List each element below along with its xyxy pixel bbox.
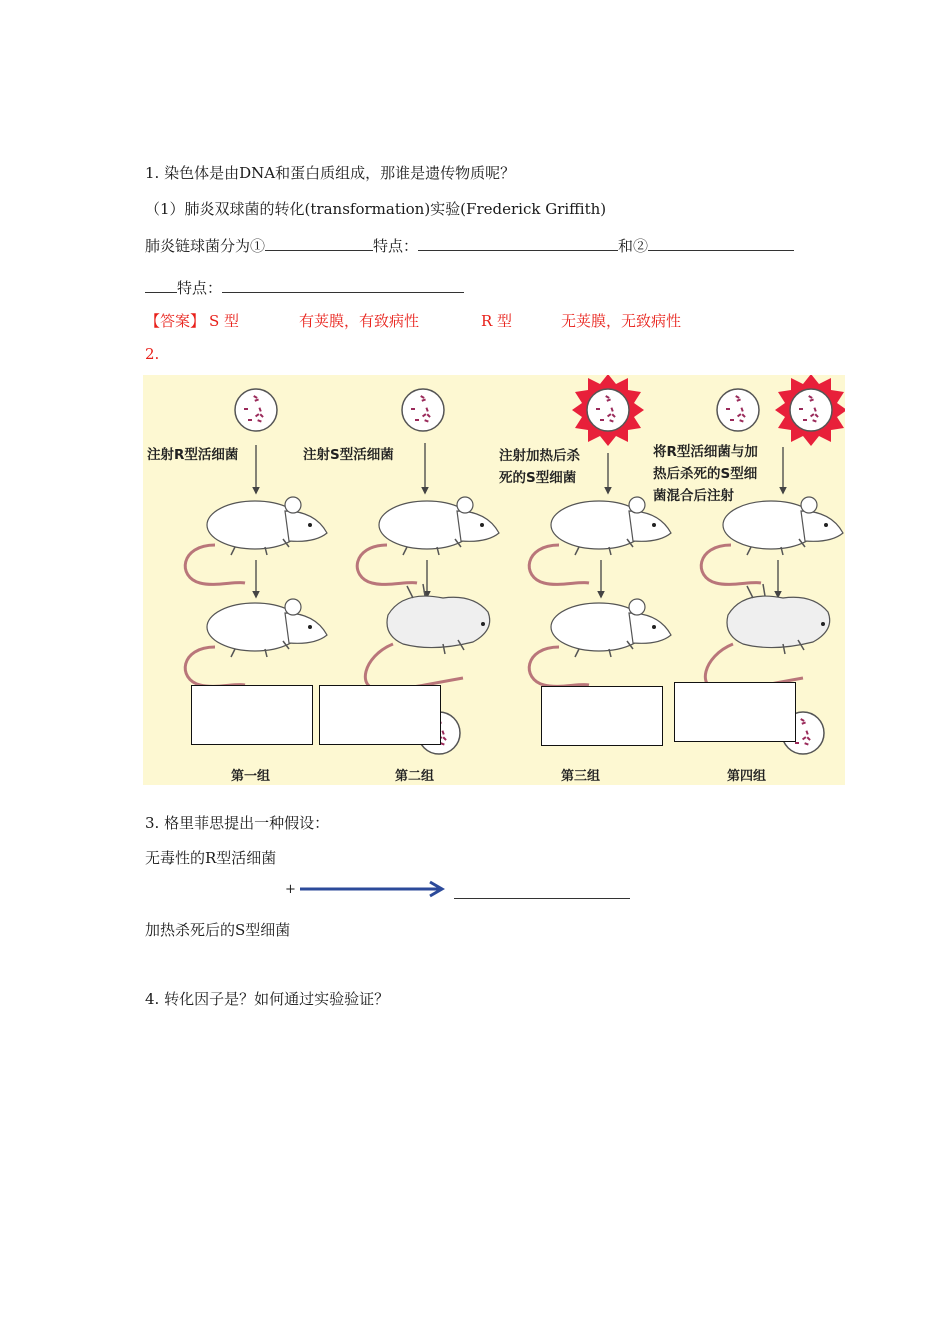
hypothesis-result-blank[interactable]	[454, 882, 630, 899]
answer-tag: 【答案】	[145, 312, 206, 330]
question-1-fill-line	[145, 234, 794, 256]
blank-1[interactable]	[265, 234, 373, 251]
griffith-experiment-figure	[143, 375, 845, 785]
answer-box-4[interactable]	[674, 682, 796, 742]
blank-4[interactable]	[145, 276, 177, 293]
group-label-2: 第二组	[395, 769, 435, 784]
and-label: 和②	[618, 237, 649, 255]
hypothesis-arrow-icon	[300, 880, 450, 902]
question-1-fill-line-2	[145, 276, 464, 298]
answer-r-feature: 无荚膜，无致病性	[561, 312, 682, 330]
hypothesis-line-1: 无毒性的R型活细菌	[145, 849, 277, 867]
label-group-4: 将R型活细菌与加 热后杀死的S型细 菌混合后注射	[653, 444, 758, 504]
answer-s-feature: 有荚膜，有致病性	[299, 312, 420, 330]
answer-s-type: S 型	[209, 312, 240, 330]
group-label-4: 第四组	[727, 769, 767, 784]
question-1: 1. 染色体是由DNA和蛋白质组成，那谁是遗传物质呢？	[145, 164, 516, 182]
group-label-1: 第一组	[231, 769, 271, 784]
hypothesis-line-2: 加热杀死后的S型细菌	[145, 921, 291, 939]
group-label-3: 第三组	[561, 769, 601, 784]
answer-line	[145, 310, 745, 330]
feature-label-1: 特点：	[373, 237, 419, 255]
answer-r-type: R 型	[481, 312, 513, 330]
answer-box-1[interactable]	[191, 685, 313, 745]
question-3: 3. 格里菲思提出一种假设：	[145, 814, 330, 832]
plus-sign: +	[285, 882, 296, 897]
question-2-number: 2.	[145, 345, 160, 363]
blank-3[interactable]	[648, 234, 794, 251]
label-group-1: 注射R型活细菌	[147, 447, 239, 463]
label-group-3: 注射加热后杀 死的S型细菌	[499, 448, 580, 486]
fill-prefix: 肺炎链球菌分为①	[145, 237, 266, 255]
label-group-2: 注射S型活细菌	[303, 447, 394, 463]
question-4: 4. 转化因子是？如何通过实验验证？	[145, 990, 390, 1008]
answer-box-3[interactable]	[541, 686, 663, 746]
feature-label-2: 特点：	[177, 279, 223, 297]
blank-5[interactable]	[222, 276, 464, 293]
question-1-sub: （1）肺炎双球菌的转化(transformation)实验(Frederick Griffith)	[145, 200, 607, 218]
answer-box-2[interactable]	[319, 685, 441, 745]
blank-2[interactable]	[418, 234, 618, 251]
